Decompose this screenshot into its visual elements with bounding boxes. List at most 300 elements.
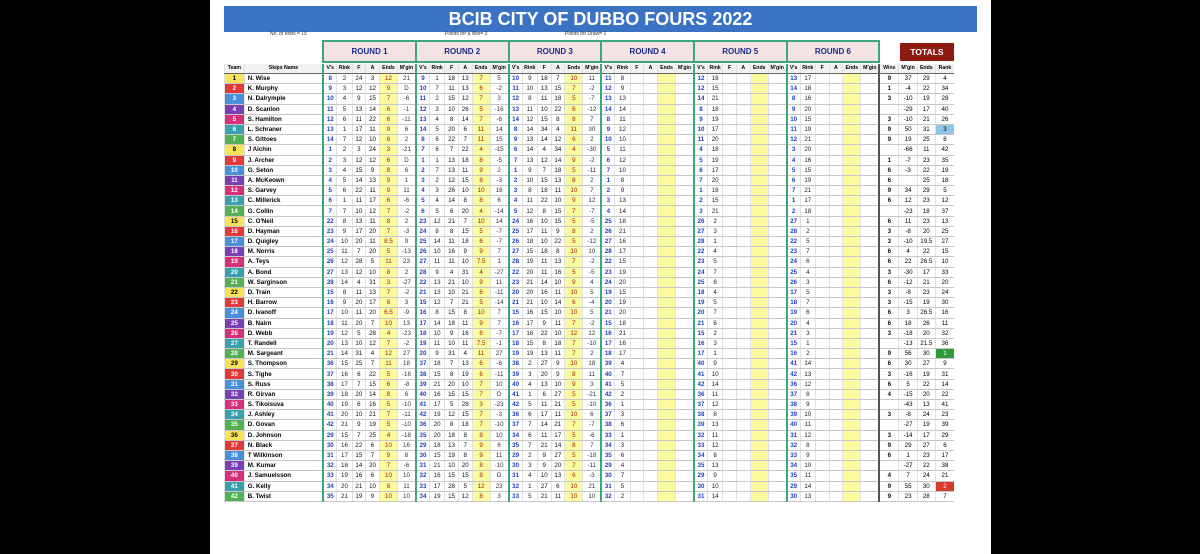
r1-cell: 12 bbox=[379, 349, 397, 359]
round-3-col-1: Rink bbox=[522, 64, 537, 74]
r4-cell bbox=[644, 226, 658, 236]
r5-cell bbox=[768, 175, 786, 185]
r4-cell bbox=[676, 186, 694, 196]
r5-cell bbox=[723, 145, 737, 155]
r4-cell bbox=[630, 74, 644, 84]
r5-cell: 1 bbox=[694, 186, 708, 196]
r2-cell: 13 bbox=[445, 155, 459, 165]
r2-cell: 9 bbox=[472, 277, 490, 287]
r3-cell: 13 bbox=[537, 379, 551, 389]
r1-cell: 11 bbox=[352, 287, 366, 297]
r4-cell: 23 bbox=[601, 267, 615, 277]
r4-cell: 12 bbox=[615, 124, 630, 134]
r4-cell: 17 bbox=[601, 338, 615, 348]
r1-cell: 8 bbox=[379, 216, 397, 226]
r5-cell: 20 bbox=[708, 175, 723, 185]
r2-cell: 10 bbox=[416, 84, 430, 94]
totals-cell: 9 bbox=[879, 491, 899, 501]
r4-cell bbox=[630, 277, 644, 287]
r1-cell: 14 bbox=[337, 277, 352, 287]
r1-cell: 19 bbox=[366, 420, 380, 430]
r4-cell bbox=[676, 277, 694, 287]
r1-cell: 8 bbox=[337, 216, 352, 226]
r4-cell: 16 bbox=[615, 237, 630, 247]
r4-cell: 4 bbox=[615, 461, 630, 471]
r1-cell: 20 bbox=[352, 318, 366, 328]
r3-cell: 10 bbox=[583, 247, 601, 257]
r1-cell: 5 bbox=[352, 328, 366, 338]
r5-cell bbox=[750, 155, 768, 165]
r2-cell: 28 bbox=[445, 481, 459, 491]
r2-cell: 18 bbox=[445, 318, 459, 328]
team-number: 10 bbox=[225, 165, 245, 175]
r3-cell: 8 bbox=[565, 175, 583, 185]
totals-cell: 24 bbox=[917, 471, 935, 481]
r4-cell: 11 bbox=[601, 74, 615, 84]
r4-cell bbox=[630, 400, 644, 410]
totals-cell: -4 bbox=[899, 84, 917, 94]
r6-cell: 5 bbox=[787, 165, 801, 175]
r1-cell: 6 bbox=[323, 196, 337, 206]
r6-cell bbox=[815, 226, 829, 236]
r3-cell: 12 bbox=[537, 155, 551, 165]
r6-cell: 2 bbox=[800, 226, 815, 236]
r5-cell bbox=[750, 298, 768, 308]
r6-cell bbox=[815, 74, 829, 84]
r3-cell: 6 bbox=[522, 410, 537, 420]
r4-cell bbox=[657, 410, 675, 420]
r3-cell: 12 bbox=[509, 94, 523, 104]
skip-name: B. Twist bbox=[244, 491, 323, 501]
r1-cell: 4 bbox=[366, 349, 380, 359]
r5-cell bbox=[768, 186, 786, 196]
r5-cell bbox=[768, 369, 786, 379]
r6-cell bbox=[829, 94, 843, 104]
r1-cell: 3 bbox=[337, 84, 352, 94]
r2-cell: 15 bbox=[430, 369, 445, 379]
r6-cell bbox=[815, 440, 829, 450]
r2-cell: 11 bbox=[490, 277, 508, 287]
r2-cell: 8 bbox=[458, 430, 472, 440]
totals-cell: 11 bbox=[899, 216, 917, 226]
totals-cell: 23 bbox=[917, 216, 935, 226]
totals-col-0: Wins bbox=[879, 64, 899, 74]
r2-cell: 15 bbox=[416, 298, 430, 308]
r3-cell: 10 bbox=[509, 74, 523, 84]
r3-cell: 7 bbox=[565, 257, 583, 267]
r6-cell: 14 bbox=[787, 84, 801, 94]
r2-cell: 11 bbox=[472, 124, 490, 134]
r6-cell bbox=[829, 247, 843, 257]
r1-cell: 8 bbox=[379, 481, 397, 491]
r2-cell: 4 bbox=[472, 145, 490, 155]
r2-cell: 11 bbox=[458, 338, 472, 348]
r2-cell: 24 bbox=[416, 226, 430, 236]
totals-cell: 19 bbox=[935, 165, 954, 175]
r2-cell: 11 bbox=[472, 349, 490, 359]
table-row bbox=[225, 155, 955, 165]
r1-cell: 11 bbox=[366, 216, 380, 226]
r1-cell: 5 bbox=[337, 104, 352, 114]
skip-name: S. Garvey bbox=[244, 186, 323, 196]
r1-cell: 16 bbox=[352, 471, 366, 481]
r1-cell: 12 bbox=[366, 206, 380, 216]
r2-cell: 10 bbox=[445, 461, 459, 471]
r1-cell: 18 bbox=[337, 389, 352, 399]
r4-cell bbox=[676, 287, 694, 297]
round-4-col-1: Rink bbox=[615, 64, 630, 74]
r3-cell: 20 bbox=[537, 369, 551, 379]
r5-cell bbox=[750, 237, 768, 247]
r3-cell: 7 bbox=[565, 349, 583, 359]
r2-cell: 19 bbox=[430, 491, 445, 501]
r5-cell bbox=[768, 216, 786, 226]
r5-cell: 11 bbox=[708, 430, 723, 440]
r1-cell: 14 bbox=[323, 135, 337, 145]
r5-cell bbox=[736, 74, 750, 84]
r4-cell bbox=[644, 94, 658, 104]
r2-cell: 6 bbox=[490, 196, 508, 206]
r1-cell: 2 bbox=[398, 135, 416, 145]
r2-cell: 7 bbox=[458, 135, 472, 145]
r5-cell bbox=[768, 308, 786, 318]
r5-cell bbox=[736, 84, 750, 94]
totals-cell: -30 bbox=[899, 267, 917, 277]
r4-cell: 9 bbox=[615, 186, 630, 196]
r2-cell: 13 bbox=[416, 114, 430, 124]
r1-cell: 7 bbox=[379, 206, 397, 216]
r4-cell bbox=[630, 318, 644, 328]
totals-cell: 1 bbox=[899, 450, 917, 460]
r4-cell bbox=[657, 471, 675, 481]
r6-cell: 26 bbox=[787, 277, 801, 287]
r4-cell: 22 bbox=[601, 257, 615, 267]
r6-cell bbox=[843, 410, 861, 420]
r3-cell: 7 bbox=[565, 206, 583, 216]
r5-cell: 34 bbox=[694, 450, 708, 460]
r5-cell: 19 bbox=[694, 298, 708, 308]
r3-cell: 10 bbox=[522, 175, 537, 185]
r3-cell: 15 bbox=[509, 308, 523, 318]
r6-cell bbox=[843, 216, 861, 226]
r3-cell: 19 bbox=[509, 349, 523, 359]
r3-cell: 20 bbox=[509, 287, 523, 297]
r6-cell: 10 bbox=[800, 410, 815, 420]
totals-cell: 4 bbox=[879, 471, 899, 481]
round-4-col-2: F bbox=[630, 64, 644, 74]
r6-cell bbox=[829, 287, 843, 297]
r1-cell: 10 bbox=[352, 206, 366, 216]
r5-cell: 2 bbox=[708, 328, 723, 338]
r3-cell: 9 bbox=[522, 74, 537, 84]
r3-cell: 8 bbox=[551, 114, 565, 124]
r1-cell: 9 bbox=[323, 84, 337, 94]
r3-cell: -6 bbox=[583, 430, 601, 440]
r4-cell: 5 bbox=[615, 481, 630, 491]
r4-cell bbox=[630, 471, 644, 481]
r6-cell bbox=[829, 491, 843, 501]
r1-cell: 7 bbox=[366, 450, 380, 460]
r3-cell: 10 bbox=[583, 491, 601, 501]
r5-cell: 33 bbox=[694, 440, 708, 450]
totals-cell: 24 bbox=[935, 287, 954, 297]
r1-cell: 17 bbox=[366, 298, 380, 308]
r4-cell bbox=[676, 471, 694, 481]
r3-cell: 27 bbox=[537, 481, 551, 491]
r4-cell bbox=[676, 308, 694, 318]
r2-cell: 6 bbox=[490, 440, 508, 450]
r2-cell: D bbox=[490, 471, 508, 481]
team-number: 8 bbox=[225, 145, 245, 155]
r1-cell: 36 bbox=[323, 359, 337, 369]
r4-cell: 5 bbox=[615, 379, 630, 389]
totals-cell: 1 bbox=[879, 155, 899, 165]
skip-name: S. Russ bbox=[244, 379, 323, 389]
r1-cell: 6.5 bbox=[379, 308, 397, 318]
r3-cell: 9 bbox=[565, 155, 583, 165]
r2-cell: 15 bbox=[445, 491, 459, 501]
r4-cell bbox=[630, 461, 644, 471]
r6-cell: 18 bbox=[800, 84, 815, 94]
round-1-col-3: A bbox=[366, 64, 380, 74]
totals-cell: 23 bbox=[917, 196, 935, 206]
r5-cell: 8 bbox=[694, 104, 708, 114]
r1-cell: -2 bbox=[398, 338, 416, 348]
r3-cell: -10 bbox=[583, 400, 601, 410]
r5-cell bbox=[736, 491, 750, 501]
table-row bbox=[225, 318, 955, 328]
team-number: 26 bbox=[225, 328, 245, 338]
r6-cell: 22 bbox=[787, 237, 801, 247]
r6-cell bbox=[861, 400, 879, 410]
r1-cell: 9 bbox=[379, 450, 397, 460]
r4-cell bbox=[657, 328, 675, 338]
r3-cell: -11 bbox=[583, 165, 601, 175]
r3-cell: 15 bbox=[537, 175, 551, 185]
r6-cell bbox=[829, 359, 843, 369]
r6-cell bbox=[815, 369, 829, 379]
r5-cell bbox=[768, 145, 786, 155]
r6-cell bbox=[829, 237, 843, 247]
r2-cell: 13 bbox=[430, 287, 445, 297]
skip-name: J. Samuelsson bbox=[244, 471, 323, 481]
totals-cell bbox=[879, 400, 899, 410]
r2-cell: 10 bbox=[472, 216, 490, 226]
r4-cell: 19 bbox=[615, 298, 630, 308]
r4-cell: 5 bbox=[601, 145, 615, 155]
r3-cell: 34 bbox=[551, 145, 565, 155]
r4-cell: 11 bbox=[615, 114, 630, 124]
r3-cell: 5 bbox=[565, 267, 583, 277]
r5-cell bbox=[736, 400, 750, 410]
totals-cell: 39 bbox=[935, 420, 954, 430]
r6-cell bbox=[815, 287, 829, 297]
r2-cell: 10 bbox=[430, 247, 445, 257]
r1-cell: 20 bbox=[352, 237, 366, 247]
r1-cell: 17 bbox=[352, 124, 366, 134]
r2-cell: 18 bbox=[445, 74, 459, 84]
table-row bbox=[225, 206, 955, 216]
r1-cell: 15 bbox=[337, 359, 352, 369]
r1-cell: 7 bbox=[352, 379, 366, 389]
r6-cell bbox=[843, 430, 861, 440]
r1-cell: 21 bbox=[352, 481, 366, 491]
skip-name: D. Hayman bbox=[244, 226, 323, 236]
r6-cell bbox=[829, 124, 843, 134]
r4-cell bbox=[630, 338, 644, 348]
r6-cell bbox=[815, 461, 829, 471]
r5-cell bbox=[736, 175, 750, 185]
r2-cell: 13 bbox=[430, 277, 445, 287]
r4-cell: 29 bbox=[601, 461, 615, 471]
r5-cell bbox=[723, 155, 737, 165]
r6-cell bbox=[829, 338, 843, 348]
r5-cell: 12 bbox=[694, 74, 708, 84]
totals-cell bbox=[879, 145, 899, 155]
r6-cell bbox=[843, 94, 861, 104]
r4-cell bbox=[676, 165, 694, 175]
r4-cell: 15 bbox=[601, 318, 615, 328]
r2-cell: 2 bbox=[430, 175, 445, 185]
table-row bbox=[225, 491, 955, 501]
totals-cell: -8 bbox=[899, 287, 917, 297]
r1-cell: 6 bbox=[379, 196, 397, 206]
r1-cell: 7 bbox=[379, 287, 397, 297]
r3-cell: 37 bbox=[509, 420, 523, 430]
r1-cell: -3 bbox=[398, 226, 416, 236]
r6-cell bbox=[861, 175, 879, 185]
r1-cell: 6 bbox=[352, 369, 366, 379]
r6-cell bbox=[815, 124, 829, 134]
r3-cell: 27 bbox=[551, 389, 565, 399]
r4-cell bbox=[676, 114, 694, 124]
r4-cell: 14 bbox=[601, 104, 615, 114]
r3-cell: 5 bbox=[565, 430, 583, 440]
totals-cell: -10 bbox=[899, 237, 917, 247]
r6-cell bbox=[815, 196, 829, 206]
r6-cell: 23 bbox=[787, 247, 801, 257]
r1-cell: 20 bbox=[323, 338, 337, 348]
table-row bbox=[225, 237, 955, 247]
skip-name: S. Tikoisuva bbox=[244, 400, 323, 410]
r1-cell: 3 bbox=[379, 277, 397, 287]
r3-cell: 18 bbox=[583, 359, 601, 369]
r6-cell: 1 bbox=[787, 196, 801, 206]
r6-cell: 30 bbox=[787, 491, 801, 501]
r4-cell: 2 bbox=[615, 389, 630, 399]
r2-cell: 7 bbox=[490, 247, 508, 257]
r5-cell bbox=[768, 400, 786, 410]
r1-cell: 7 bbox=[352, 247, 366, 257]
r2-cell: 8 bbox=[472, 471, 490, 481]
r5-cell bbox=[736, 267, 750, 277]
r6-cell bbox=[815, 94, 829, 104]
skip-name: D. Scanlon bbox=[244, 104, 323, 114]
table-row bbox=[225, 196, 955, 206]
r3-cell: 9 bbox=[551, 226, 565, 236]
totals-cell: 19 bbox=[917, 369, 935, 379]
team-number: 20 bbox=[225, 267, 245, 277]
ends-info: No. of ends = 15 bbox=[270, 31, 307, 37]
r3-cell: 21 bbox=[522, 298, 537, 308]
r3-cell: 12 bbox=[583, 196, 601, 206]
r5-cell bbox=[736, 216, 750, 226]
r4-cell: 42 bbox=[601, 389, 615, 399]
r3-cell: 8 bbox=[537, 338, 551, 348]
r6-cell bbox=[861, 216, 879, 226]
r2-cell: 7 bbox=[445, 145, 459, 155]
r3-cell: 4 bbox=[522, 379, 537, 389]
r2-cell: 3 bbox=[430, 104, 445, 114]
r4-cell: 9 bbox=[615, 84, 630, 94]
r1-cell: 1 bbox=[323, 145, 337, 155]
r1-cell: 28 bbox=[323, 277, 337, 287]
r3-cell: 26 bbox=[509, 237, 523, 247]
r2-cell: 6 bbox=[472, 287, 490, 297]
r6-cell bbox=[843, 379, 861, 389]
r4-cell bbox=[644, 461, 658, 471]
r3-cell: 11 bbox=[565, 124, 583, 134]
r3-cell: 32 bbox=[509, 481, 523, 491]
r2-cell: 12 bbox=[472, 481, 490, 491]
sheet-title: BCIB CITY OF DUBBO FOURS 2022 bbox=[224, 6, 977, 32]
r6-cell bbox=[861, 389, 879, 399]
r3-cell: 2 bbox=[583, 349, 601, 359]
r2-cell: 11 bbox=[430, 338, 445, 348]
totals-cell: 4 bbox=[935, 74, 954, 84]
r4-cell bbox=[657, 389, 675, 399]
r2-cell: 27 bbox=[490, 349, 508, 359]
r4-cell bbox=[657, 226, 675, 236]
totals-cell: 9 bbox=[879, 481, 899, 491]
r5-cell bbox=[723, 186, 737, 196]
r4-cell: 13 bbox=[615, 196, 630, 206]
r5-cell bbox=[768, 450, 786, 460]
totals-cell: 29 bbox=[899, 440, 917, 450]
team-number: 9 bbox=[225, 155, 245, 165]
r1-cell: 13 bbox=[337, 338, 352, 348]
r1-cell: 8 bbox=[379, 389, 397, 399]
r2-cell: 21 bbox=[430, 461, 445, 471]
r4-cell: 18 bbox=[615, 216, 630, 226]
r6-cell: 5 bbox=[800, 287, 815, 297]
totals-cell: 18 bbox=[899, 318, 917, 328]
r4-cell: 17 bbox=[615, 349, 630, 359]
r2-cell: 9 bbox=[458, 247, 472, 257]
r2-cell: 11 bbox=[445, 84, 459, 94]
r6-cell: 13 bbox=[800, 369, 815, 379]
r2-cell: 11 bbox=[445, 257, 459, 267]
r2-cell: 39 bbox=[416, 379, 430, 389]
skip-name: J. Ashley bbox=[244, 410, 323, 420]
totals-cell: 7 bbox=[899, 471, 917, 481]
r5-cell: 14 bbox=[708, 491, 723, 501]
r3-cell: 27 bbox=[537, 359, 551, 369]
round-4-col-5: M'gin bbox=[676, 64, 694, 74]
r2-cell: 19 bbox=[430, 410, 445, 420]
r1-cell: 5 bbox=[379, 369, 397, 379]
skip-name: M. Kumar bbox=[244, 461, 323, 471]
round-3-col-2: F bbox=[537, 64, 551, 74]
r6-cell: 12 bbox=[787, 135, 801, 145]
r1-cell: 35 bbox=[323, 491, 337, 501]
team-number: 40 bbox=[225, 471, 245, 481]
r3-cell: 21 bbox=[509, 298, 523, 308]
r1-cell: 5 bbox=[379, 420, 397, 430]
r3-cell: 19 bbox=[522, 257, 537, 267]
r4-cell bbox=[657, 277, 675, 287]
table-row bbox=[225, 430, 955, 440]
